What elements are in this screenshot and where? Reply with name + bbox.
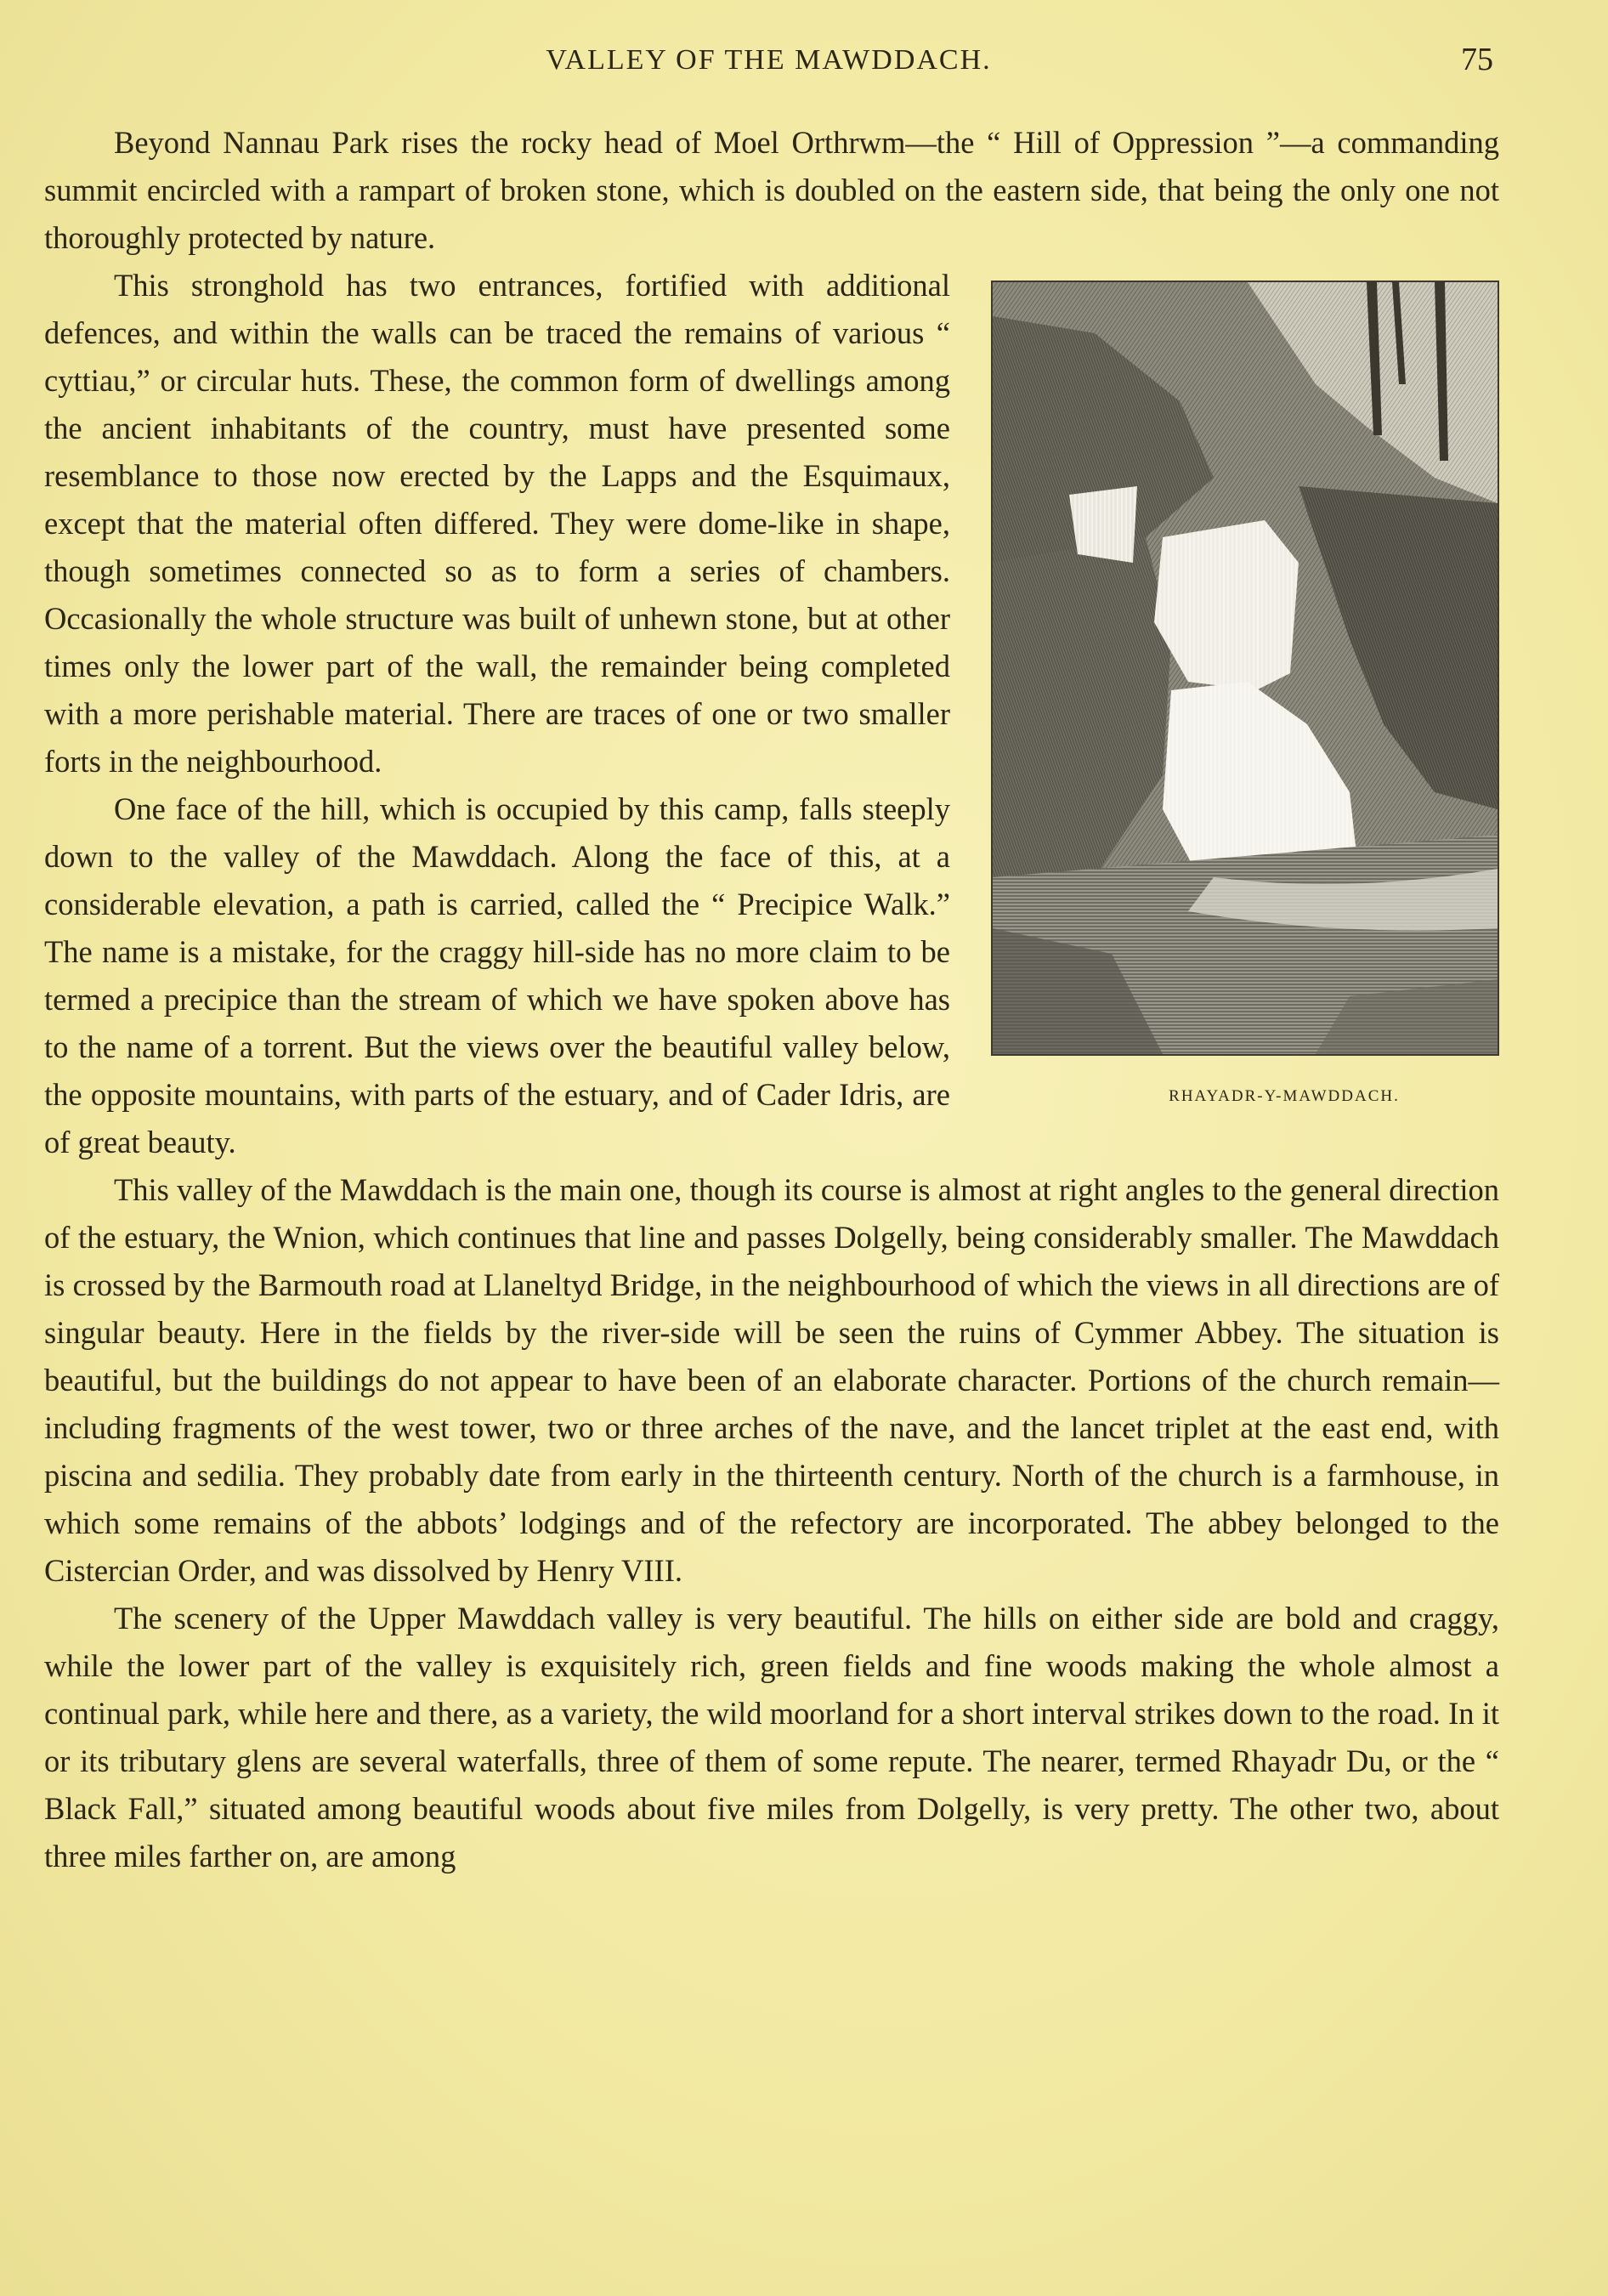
body-text xyxy=(44,119,1499,1880)
paragraph-5: The scenery of the Upper Mawddach valley is very beautiful. The hills on either side are bold and craggy, while the lower part of the valley is exquisitely rich, green fields and fine woods making the whole almost a continual park, while here and there, as a variety, the wild moorland for a short interval strikes down to the road. In it or its tributary glens are several waterfalls, three of them of some repute. The nearer, termed Rhayadr Du, or the “ Black Fall,” situated among beautiful woods about five miles from Dolgelly, is very pretty. The other two, about three miles farther on, are among xyxy=(44,1601,1499,1874)
paragraph-1: Beyond Nannau Park rises the rocky head of Moel Orthrwm—the “ Hill of Oppression ”—a commanding summit encircled with a rampart of broken stone, which is doubled on the eastern side, that being the only one not thoroughly protected by nature. xyxy=(44,125,1499,255)
paragraph-4: This valley of the Mawddach is the main one, though its course is almost at right angles to the general direction of the estuary, the Wnion, which continues that line and passes Dolgelly, being considerably smaller. The Mawddach is crossed by the Barmouth road at Llaneltyd Bridge, in the neighbourhood of which the views in all directions are of singular beauty. Here in the fields by the river-side will be seen the ruins of Cymmer Abbey. The situation is beautiful, but the buildings do not appear to have been of an elaborate character. Portions of the church remain—including fragments of the west tower, two or three arches of the nave, and the lancet triplet at the east end, with piscina and sedilia. They probably date from early in the thirteenth century. North of the church is a farmhouse, in which some remains of the abbots’ lodgings and of the refectory are incorporated. The abbey belonged to the Cistercian Order, and was dissolved by Henry VIII. xyxy=(44,1172,1499,1588)
page-number: 75 xyxy=(1461,42,1493,77)
paragraph-3: One face of the hill, which is occupied by this camp, falls steeply down to the valley of the Mawddach. Along the face of this, at a considerable elevation, a path is carried, called the “ Precipice Walk.” The name is a mistake, for the craggy hill-side has no more claim to be termed a precipice than the stream of which we have spoken above has to the name of a torrent. But the views over the beautiful valley below, the opposite mountains, with parts of the estuary, and of Cader Idris, are of great beauty. xyxy=(44,791,950,1159)
page-header xyxy=(44,41,1493,83)
waterfall-engraving xyxy=(991,281,1499,1056)
running-title: VALLEY OF THE MAWDDACH. xyxy=(546,44,992,76)
figure xyxy=(991,281,1508,1141)
figure-caption: RHAYADR-Y-MAWDDACH. xyxy=(1169,1087,1400,1105)
paragraph-2-text: This stronghold has two entrances, fortified with additional defences, and within the walls can be traced the remains of various “ cyttiau,” or circular huts. These, the common form of dwellings among the ancient inhabitants of the country, must have presented some resemblance to those now erected by the Lapps and the Esquimaux, except that the material often differed. They were dome-like in shape, though sometimes connected so as to form a series of chambers. Occasionally the whole structure was built of unhewn stone, but at other times only the lower part of the wall, the remainder being completed with a more perishable material. There are traces of one or two smaller forts in the neighbourhood. xyxy=(44,268,950,779)
